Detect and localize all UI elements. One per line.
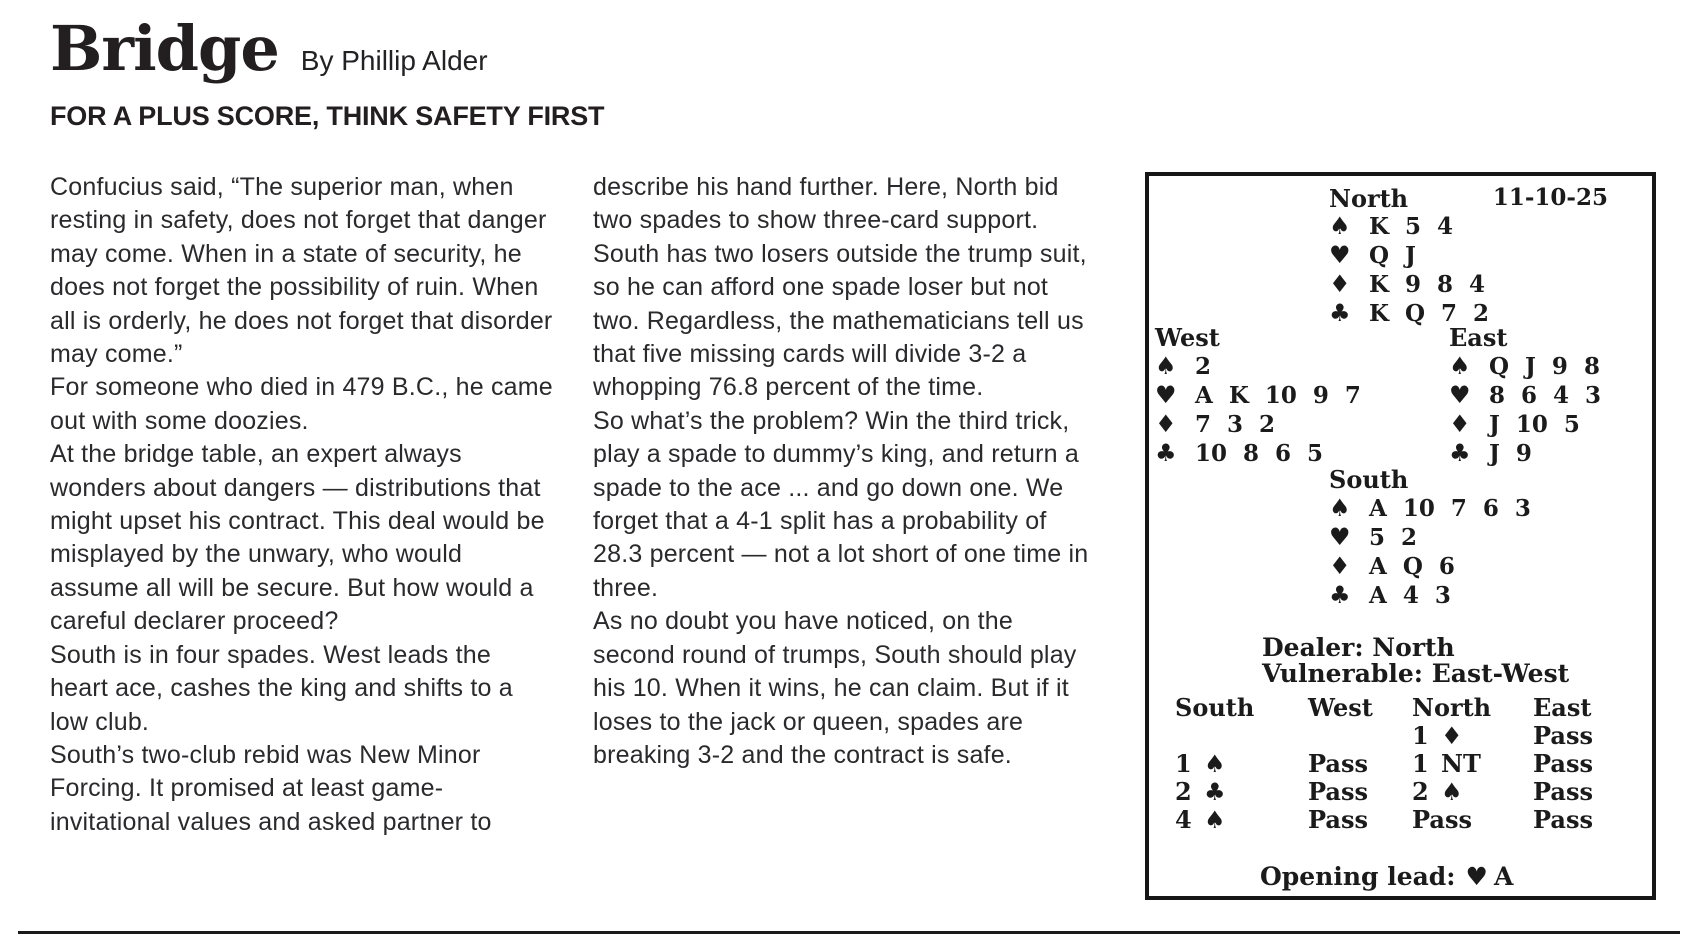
- article-paragraph: So what’s the problem? Win the third trick, play a spade to dummy’s king, and return a spade to the ace ... and go down one. We forget that a 4-1 split has a probability of 28.3 percent — not a lot short of one time in three.: [593, 406, 1089, 602]
- auction-bid: Pass: [1308, 777, 1368, 806]
- bottom-divider: [18, 931, 1680, 934]
- auction-bid: Pass: [1533, 777, 1593, 806]
- article-paragraph: South’s two-club rebid was New Minor Forcing. It promised at least game-invitational values and asked partner to describe his hand further. Here, North bid two spades to show three-card support.: [50, 173, 1059, 836]
- north-hearts-line: [1329, 241, 1489, 270]
- article-paragraph: South is in four spades. West leads the heart ace, cashes the king and shifts to a low club.: [50, 640, 513, 736]
- auction-bid: [1308, 722, 1412, 750]
- south-diamond-cards: A Q 6: [1369, 553, 1455, 580]
- auction-bid: Pass: [1308, 805, 1368, 834]
- west-hand: [1155, 324, 1361, 468]
- opening-lead: [1260, 862, 1513, 891]
- west-hearts-line: [1155, 381, 1361, 410]
- spade-icon: ♠: [1329, 493, 1351, 522]
- column-title: Bridge: [50, 12, 279, 85]
- article-body: [50, 171, 1096, 851]
- auction-bid: [1175, 722, 1308, 750]
- north-hand: [1329, 212, 1489, 328]
- deal-diagram: [1145, 172, 1656, 900]
- north-club-cards: K Q 7 2: [1369, 300, 1490, 327]
- south-club-cards: A 4 3: [1369, 582, 1451, 609]
- west-diamond-cards: 7 3 2: [1195, 411, 1276, 438]
- diamond-icon: ♦: [1329, 551, 1351, 580]
- west-diamonds-line: [1155, 410, 1361, 439]
- byline: By Phillip Alder: [300, 45, 488, 76]
- auction-bid: 4 ♠: [1175, 805, 1226, 834]
- club-icon: ♣: [1449, 438, 1471, 467]
- auction-bid: Pass: [1533, 749, 1593, 778]
- north-heart-cards: Q J: [1369, 242, 1416, 269]
- opening-lead-card: A: [1493, 862, 1514, 891]
- auction-header-south: South: [1175, 693, 1255, 722]
- auction-bid: Pass: [1308, 749, 1368, 778]
- east-hand: [1449, 324, 1601, 468]
- club-icon: ♣: [1329, 580, 1351, 609]
- west-clubs-line: [1155, 439, 1361, 468]
- article-paragraph: For someone who died in 479 B.C., he came out with some doozies.: [50, 373, 553, 435]
- auction-header-east: East: [1533, 693, 1592, 722]
- north-diamonds-line: [1329, 270, 1489, 299]
- west-spade-cards: 2: [1195, 353, 1212, 380]
- dealer-vulnerable-block: [1262, 635, 1569, 687]
- spade-icon: ♠: [1329, 211, 1351, 240]
- south-hearts-line: [1329, 523, 1531, 552]
- diamond-icon: ♦: [1329, 269, 1351, 298]
- club-icon: ♣: [1155, 438, 1177, 467]
- heart-icon: ♥: [1329, 240, 1351, 269]
- article-paragraph: South has two losers outside the trump suit, so he can afford one spade loser but not two. Regardless, the mathematicians tell us that five missing cards will divide 3-2 a whopping 76.8 percent of the time.: [593, 239, 1087, 402]
- east-spades-line: [1449, 352, 1601, 381]
- north-diamond-cards: K 9 8 4: [1369, 271, 1486, 298]
- west-hand-label: West: [1155, 323, 1220, 352]
- article-paragraph: At the bridge table, an expert always wonders about dangers — distributions that might upset his contract. This deal would be misplayed by the unwary, who would assume all will be secure. But how would a careful declarer proceed?: [50, 440, 545, 636]
- auction-bid: 1 ♠: [1175, 749, 1226, 778]
- dealer-line: Dealer: North: [1262, 633, 1455, 662]
- auction-bid: 1 ♦: [1412, 721, 1463, 750]
- article-headline: FOR A PLUS SCORE, THINK SAFETY FIRST: [50, 101, 605, 131]
- auction-bid: 2 ♣: [1175, 777, 1226, 806]
- east-diamonds-line: [1449, 410, 1601, 439]
- west-heart-cards: A K 10 9 7: [1195, 382, 1361, 409]
- auction-bid: Pass: [1533, 721, 1593, 750]
- auction-bid: Pass: [1533, 805, 1593, 834]
- north-spade-cards: K 5 4: [1369, 213, 1454, 240]
- auction-bid: Pass: [1412, 805, 1472, 834]
- south-spade-cards: A 10 7 6 3: [1369, 495, 1531, 522]
- deal-date: 11-10-25: [1492, 184, 1608, 211]
- south-heart-cards: 5 2: [1369, 524, 1418, 551]
- auction-header-north: North: [1412, 693, 1492, 722]
- west-spades-line: [1155, 352, 1361, 381]
- diamond-icon: ♦: [1449, 409, 1471, 438]
- east-spade-cards: Q J 9 8: [1489, 353, 1600, 380]
- club-icon: ♣: [1329, 298, 1351, 327]
- auction-bid: 1 NT: [1412, 749, 1481, 778]
- spade-icon: ♠: [1449, 351, 1471, 380]
- east-clubs-line: [1449, 439, 1601, 468]
- article-paragraph: Confucius said, “The superior man, when resting in safety, does not forget that danger may come. When in a state of security, he does not forget the possibility of ruin. When all is orderly, he does not forget that disorder may come.”: [50, 173, 553, 369]
- auction-header-west: West: [1308, 693, 1373, 722]
- spade-icon: ♠: [1155, 351, 1177, 380]
- heart-icon: ♥: [1449, 380, 1471, 409]
- auction-table: [1149, 694, 1678, 834]
- east-diamond-cards: J 10 5: [1489, 411, 1580, 438]
- south-spades-line: [1329, 494, 1531, 523]
- north-hand-label: North: [1329, 184, 1409, 213]
- east-club-cards: J 9: [1489, 440, 1532, 467]
- diamond-icon: ♦: [1155, 409, 1177, 438]
- east-heart-cards: 8 6 4 3: [1489, 382, 1602, 409]
- vulnerable-line: Vulnerable: East-West: [1262, 659, 1570, 688]
- south-clubs-line: [1329, 581, 1531, 610]
- west-club-cards: 10 8 6 5: [1195, 440, 1324, 467]
- east-hand-label: East: [1449, 323, 1508, 352]
- auction-bid: 2 ♠: [1412, 777, 1463, 806]
- opening-lead-label: Opening lead:: [1260, 862, 1456, 891]
- east-hearts-line: [1449, 381, 1601, 410]
- heart-icon: ♥: [1465, 862, 1488, 891]
- masthead: [50, 14, 488, 84]
- south-hand: [1329, 466, 1531, 610]
- south-diamonds-line: [1329, 552, 1531, 581]
- south-hand-label: South: [1329, 465, 1409, 494]
- article-paragraph: As no doubt you have noticed, on the second round of trumps, South should play his 10. When it wins, he can claim. But if it loses to the jack or queen, spades are breaking 3-2 and the contract is safe.: [593, 607, 1077, 769]
- heart-icon: ♥: [1155, 380, 1177, 409]
- heart-icon: ♥: [1329, 522, 1351, 551]
- north-spades-line: [1329, 212, 1489, 241]
